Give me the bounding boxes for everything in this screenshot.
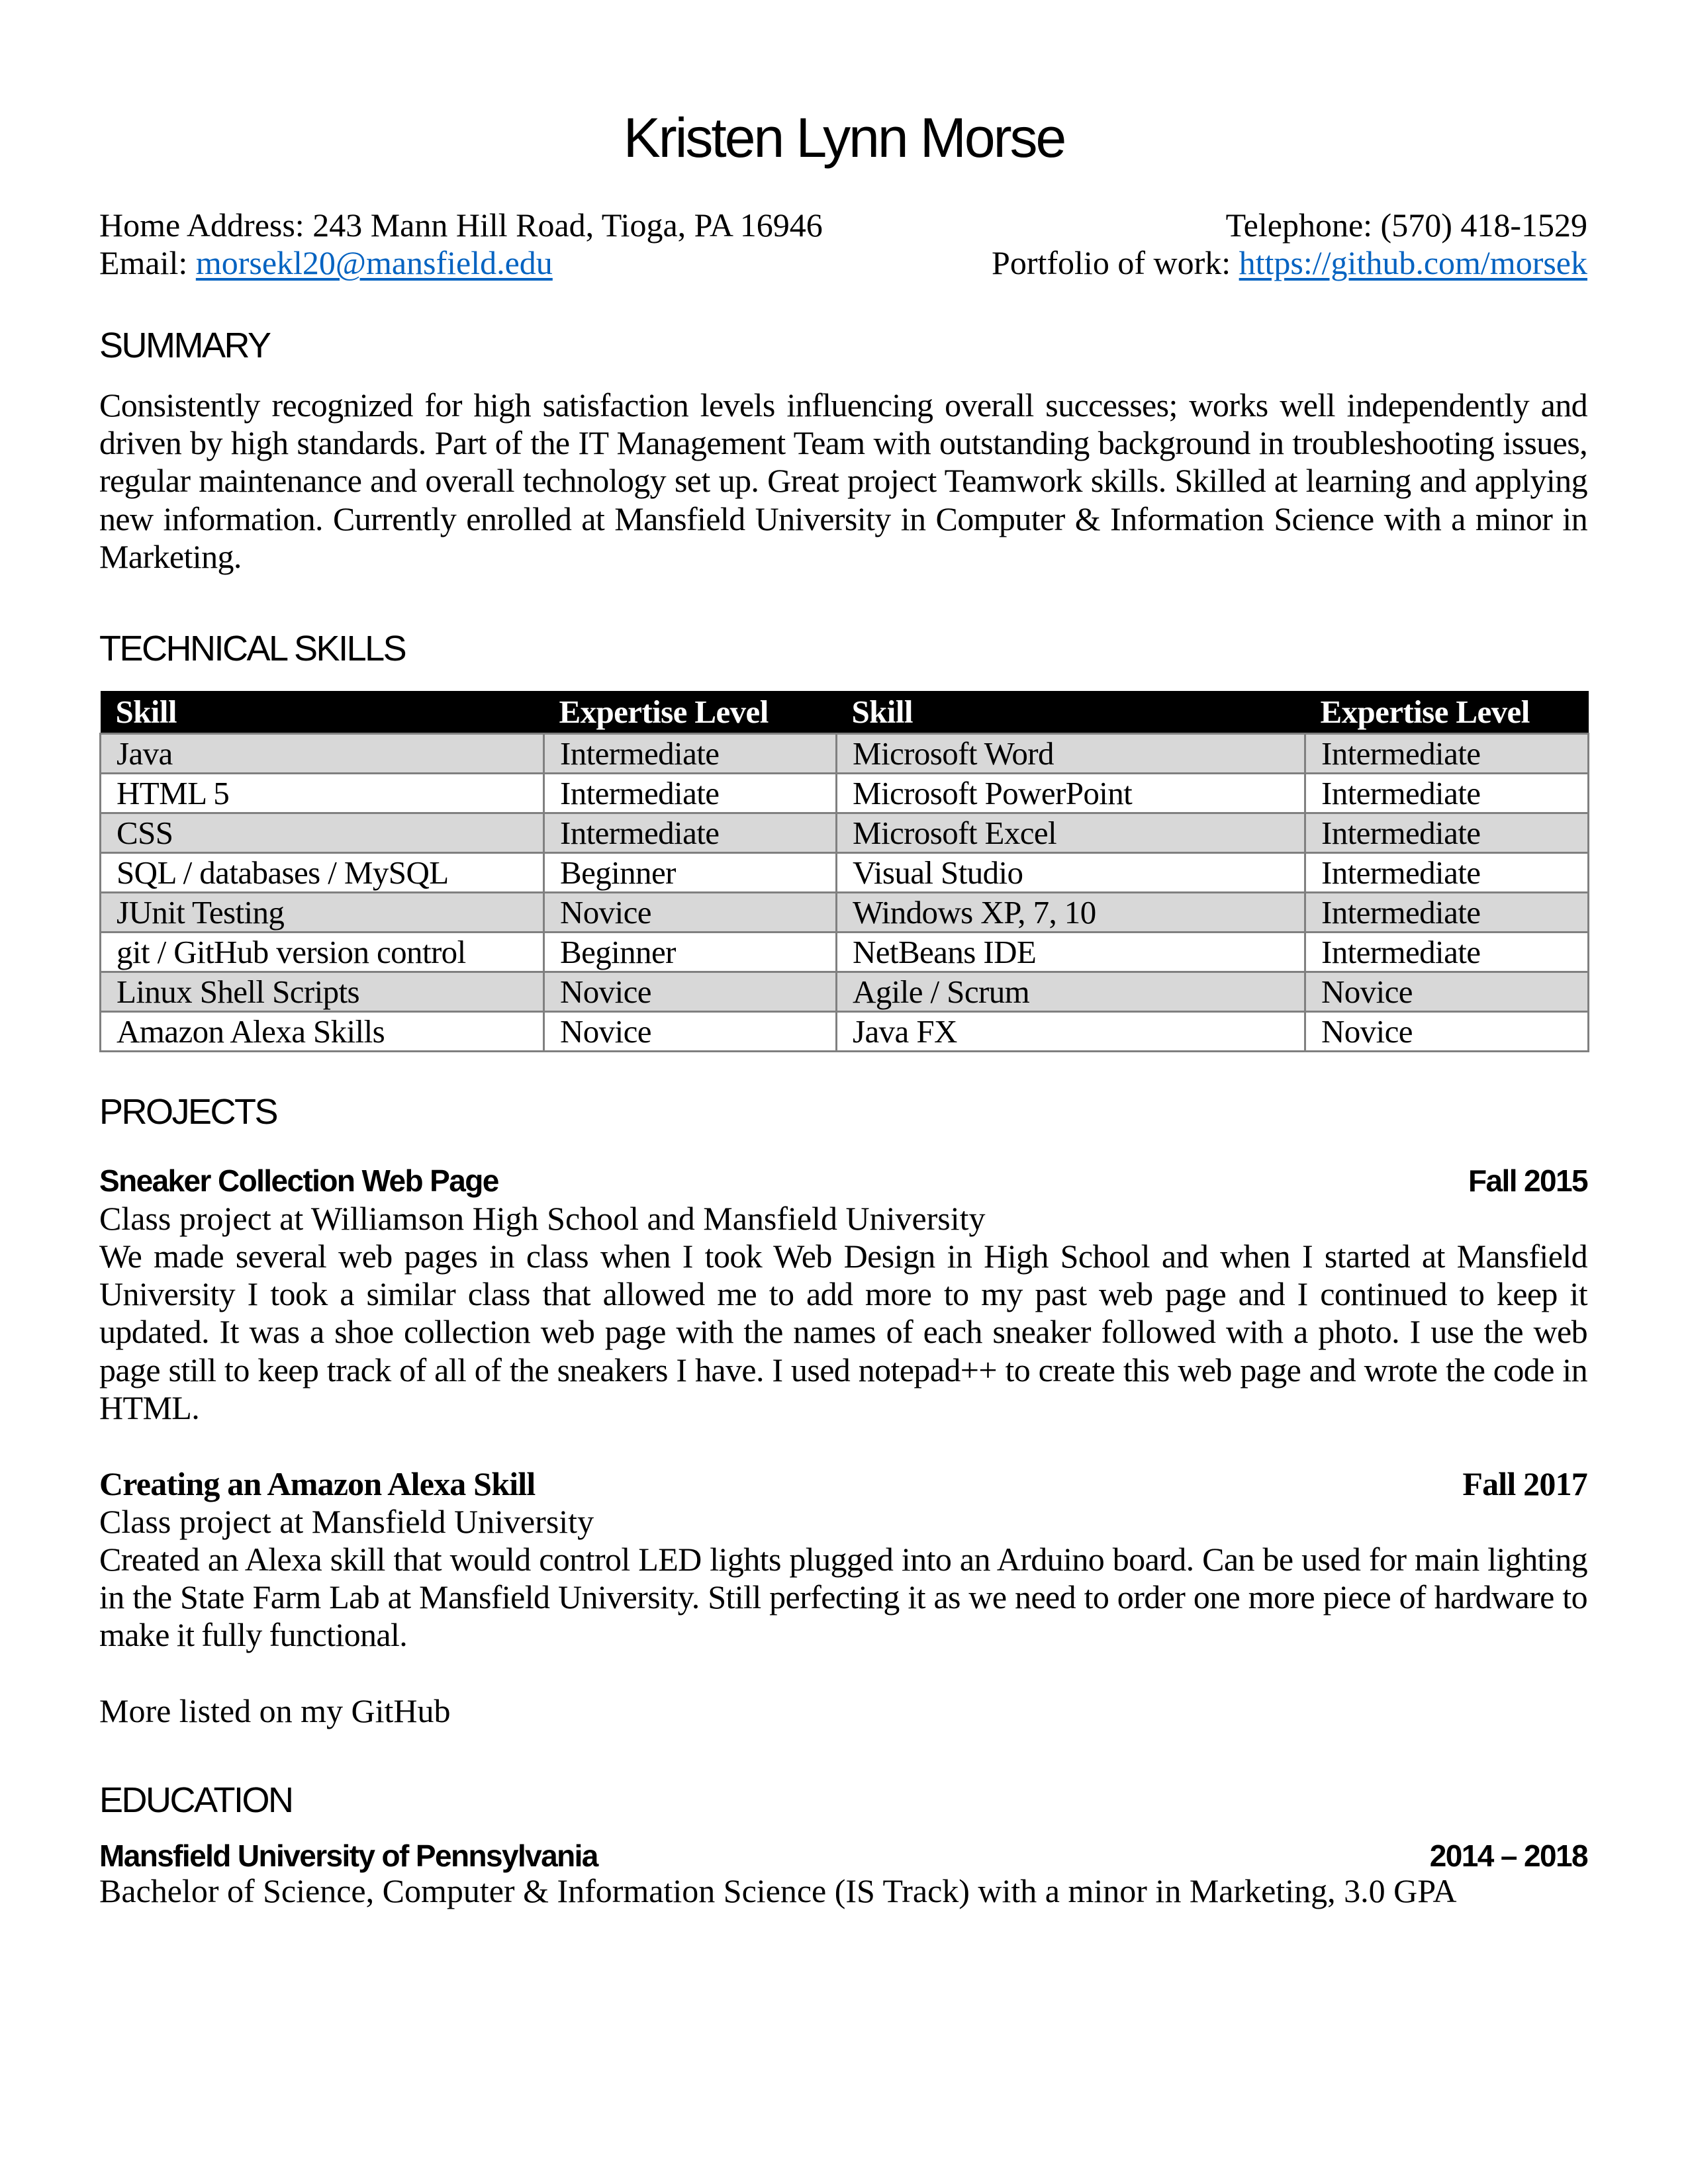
- column-header-expertise: Expertise Level: [1305, 691, 1589, 734]
- skill-cell: SQL / databases / MySQL: [101, 853, 544, 893]
- project-context: Class project at Williamson High School and Mansfield University: [99, 1200, 986, 1237]
- level-cell: Beginner: [544, 853, 837, 893]
- resume-name: Kristen Lynn Morse: [623, 107, 1065, 169]
- level-cell: Intermediate: [544, 813, 837, 853]
- more-projects-note: More listed on my GitHub: [99, 1692, 451, 1729]
- table-row: [101, 813, 1589, 853]
- section-heading-summary: SUMMARY: [99, 326, 270, 365]
- project-context: Class project at Mansfield University: [99, 1503, 594, 1540]
- skill-cell: Linux Shell Scripts: [101, 972, 544, 1012]
- project-description: We made several web pages in class when I took Web Design in High School and when I started at Mansfield University I took a similar class that allowed me to add more to my past web page and I continued to keep it updated. It was a shoe collection web page with the names of each sneaker followed with a photo. I use the web page still to keep track of all of the sneakers I have. I used notepad++ to create this web page and wrote the code in HTML.: [99, 1238, 1587, 1426]
- level-cell: Novice: [1305, 1012, 1589, 1052]
- skill-cell: Java FX: [837, 1012, 1305, 1052]
- column-header-skill: Skill: [837, 691, 1305, 734]
- section-heading-projects: PROJECTS: [99, 1092, 277, 1132]
- home-address: [99, 206, 823, 244]
- project-date: Fall 2015: [1468, 1163, 1587, 1198]
- portfolio: [992, 244, 1587, 282]
- skill-cell: Amazon Alexa Skills: [101, 1012, 544, 1052]
- degree-text: Bachelor of Science, Computer & Information Science (IS Track) with a minor in Marketing, 3.0 GPA: [99, 1872, 1457, 1909]
- skill-cell: Java: [101, 734, 544, 774]
- phone-value: (570) 418-1529: [1380, 206, 1587, 244]
- level-cell: Novice: [544, 972, 837, 1012]
- level-cell: Intermediate: [1305, 893, 1589, 933]
- portfolio-label: Portfolio of work:: [992, 244, 1231, 281]
- table-row: [101, 853, 1589, 893]
- school-name: Mansfield University of Pennsylvania: [99, 1839, 598, 1873]
- level-cell: Beginner: [544, 933, 837, 972]
- project-description: Created an Alexa skill that would control LED lights plugged into an Arduino board. Can be used for main lighting in the State Farm Lab at Mansfield University. Still perfecting it as we need to order one more piece of hardware to make it fully functional.: [99, 1541, 1587, 1654]
- portfolio-link[interactable]: https://github.com/morsek: [1239, 244, 1587, 281]
- skill-cell: Microsoft Word: [837, 734, 1305, 774]
- table-row: [101, 893, 1589, 933]
- skill-cell: NetBeans IDE: [837, 933, 1305, 972]
- project-title: Creating an Amazon Alexa Skill: [99, 1465, 536, 1502]
- skills-table: [99, 691, 1589, 1052]
- level-cell: Intermediate: [544, 734, 837, 774]
- column-header-skill: Skill: [101, 691, 544, 734]
- email-link[interactable]: morsekl20@mansfield.edu: [195, 244, 553, 281]
- skill-cell: JUnit Testing: [101, 893, 544, 933]
- project-title: Sneaker Collection Web Page: [99, 1163, 498, 1198]
- skill-cell: Windows XP, 7, 10: [837, 893, 1305, 933]
- skill-cell: git / GitHub version control: [101, 933, 544, 972]
- table-row: [101, 774, 1589, 813]
- email-label: Email:: [99, 244, 188, 281]
- telephone: [1226, 206, 1587, 244]
- education-dates: 2014 – 2018: [1429, 1839, 1587, 1873]
- level-cell: Intermediate: [1305, 774, 1589, 813]
- phone-label: Telephone:: [1225, 206, 1373, 244]
- table-row: [101, 1012, 1589, 1052]
- level-cell: Novice: [544, 1012, 837, 1052]
- level-cell: Intermediate: [1305, 933, 1589, 972]
- summary-text: Consistently recognized for high satisfaction levels influencing overall successes; works well independently and driven by high standards. Part of the IT Management Team with outstanding background in troubleshooting issues, regular maintenance and overall technology set up. Great project Teamwork skills. Skilled at learning and applying new information. Currently enrolled at Mansfield University in Computer & Information Science with a minor in Marketing.: [99, 387, 1587, 575]
- skill-cell: CSS: [101, 813, 544, 853]
- table-row: [101, 972, 1589, 1012]
- level-cell: Novice: [1305, 972, 1589, 1012]
- skill-cell: Visual Studio: [837, 853, 1305, 893]
- skill-cell: HTML 5: [101, 774, 544, 813]
- skills-table-header: [101, 691, 1589, 734]
- address-value: 243 Mann Hill Road, Tioga, PA 16946: [312, 206, 823, 244]
- skill-cell: Agile / Scrum: [837, 972, 1305, 1012]
- section-heading-technical-skills: TECHNICAL SKILLS: [99, 629, 406, 668]
- level-cell: Intermediate: [1305, 853, 1589, 893]
- skill-cell: Microsoft Excel: [837, 813, 1305, 853]
- project-date: Fall 2017: [1462, 1465, 1587, 1502]
- level-cell: Intermediate: [544, 774, 837, 813]
- email: [99, 244, 553, 282]
- column-header-expertise: Expertise Level: [544, 691, 837, 734]
- skill-cell: Microsoft PowerPoint: [837, 774, 1305, 813]
- level-cell: Intermediate: [1305, 813, 1589, 853]
- level-cell: Novice: [544, 893, 837, 933]
- address-label: Home Address:: [99, 206, 305, 244]
- section-heading-education: EDUCATION: [99, 1780, 293, 1820]
- table-row: [101, 933, 1589, 972]
- table-row: [101, 734, 1589, 774]
- level-cell: Intermediate: [1305, 734, 1589, 774]
